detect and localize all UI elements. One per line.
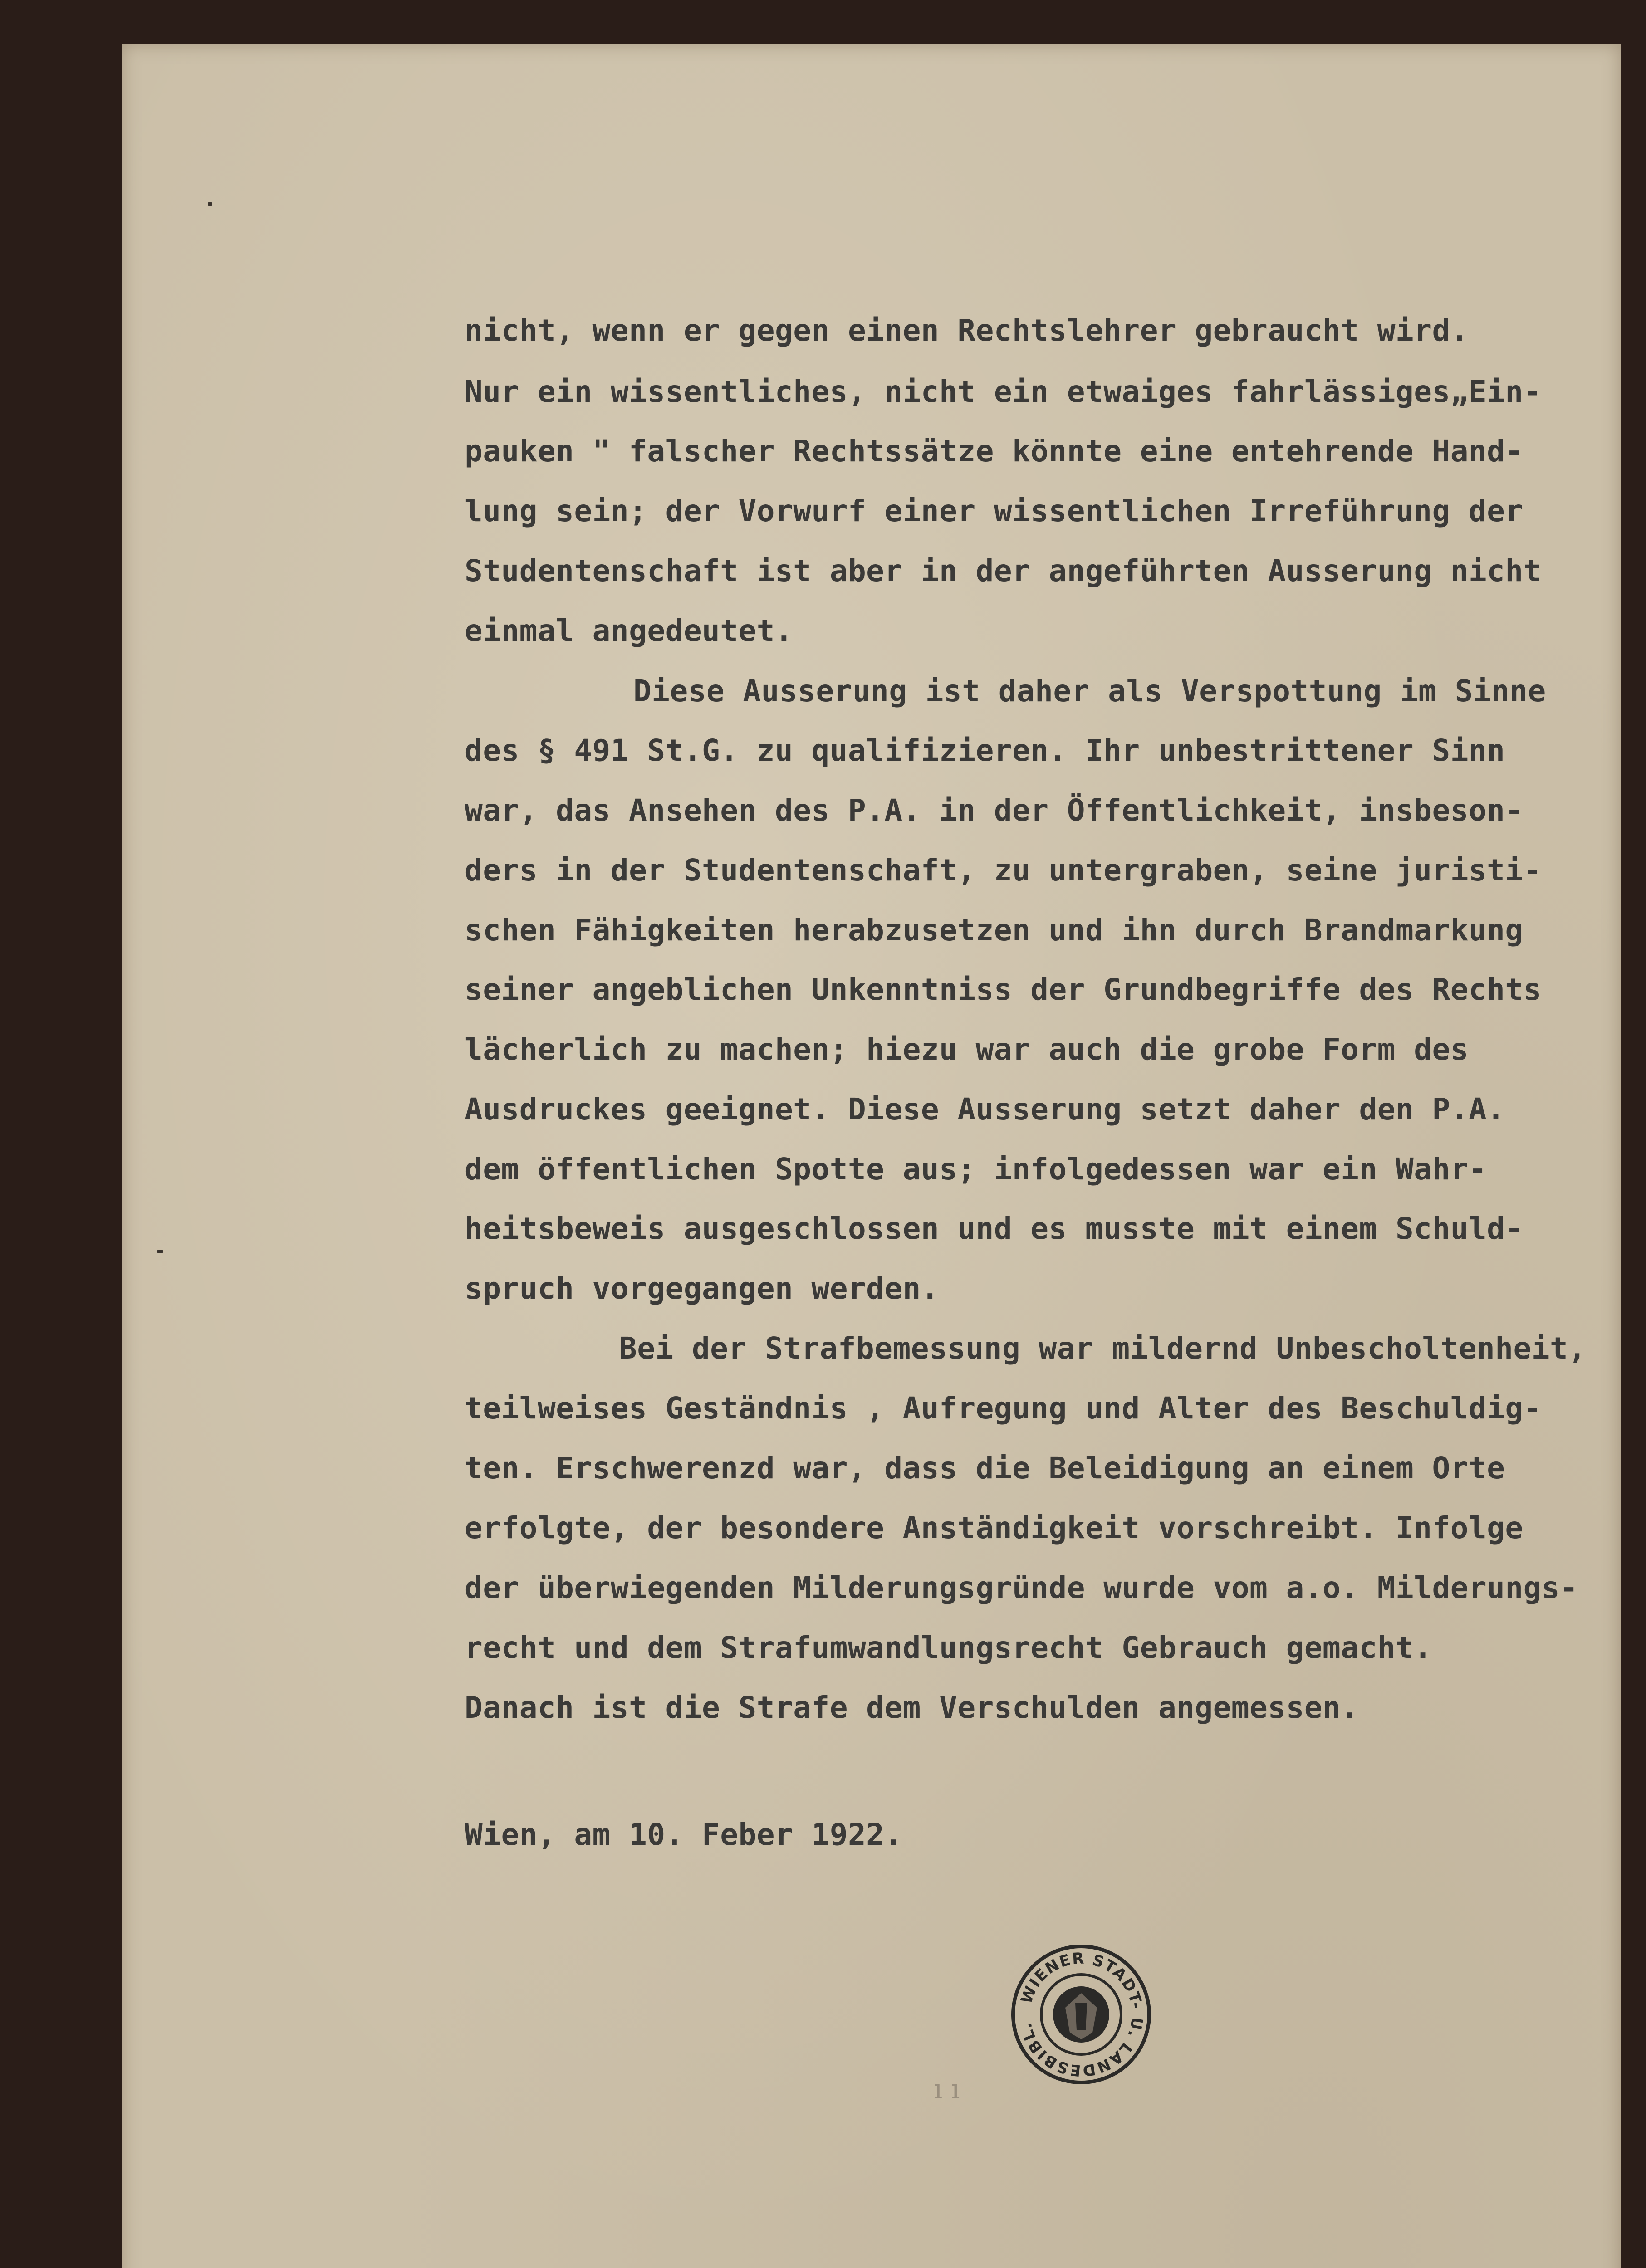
coat-of-arms-icon [1053, 1986, 1109, 2043]
text-line: dem öffentlichen Spotte aus; infolgedessen war ein Wahr- [465, 1152, 1487, 1187]
text-line: war, das Ansehen des P.A. in der Öffentlichkeit, insbeson- [465, 793, 1524, 828]
text-line: erfolgte, der besondere Anständigkeit vorschreibt. Infolge [465, 1510, 1524, 1545]
text-line: seiner angeblichen Unkenntniss der Grundbegriffe des Rechts [465, 972, 1542, 1007]
text-line: einmal angedeutet. [465, 613, 794, 648]
faint-pencil-mark: ı ı [934, 2073, 960, 2105]
text-line: pauken " falscher Rechtssätze könnte eine entehrende Hand- [465, 434, 1524, 469]
text-line: Nur ein wissentliches, nicht ein etwaiges fahrlässiges„Ein- [465, 374, 1542, 409]
text-line: teilweises Geständnis , Aufregung und Alter des Beschuldig- [465, 1391, 1542, 1426]
text-line: spruch vorgegangen werden. [465, 1271, 940, 1306]
text-line: nicht, wenn er gegen einen Rechtslehrer gebraucht wird. [465, 313, 1469, 348]
stamp-text: WIENER STADT- U. LANDESBIBL. [1017, 1949, 1146, 2080]
text-line: der überwiegenden Milderungsgründe wurde vom a.o. Milderungs- [465, 1570, 1578, 1605]
text-line: Studentenschaft ist aber in der angeführten Ausserung nicht [465, 553, 1542, 588]
paper-sheet [122, 44, 1621, 2268]
punch-mark-left [157, 1250, 163, 1253]
text-line: Diese Ausserung ist daher als Verspottung im Sinne [633, 674, 1546, 709]
text-line: schen Fähigkeiten herabzusetzen und ihn durch Brandmarkung [465, 913, 1524, 948]
text-line: ders in der Studentenschaft, zu untergraben, seine juristi- [465, 853, 1542, 888]
text-line: ten. Erschwerenzd war, dass die Beleidigung an einem Orte [465, 1451, 1505, 1486]
punch-mark-top [208, 202, 212, 206]
date-line: Wien, am 10. Feber 1922. [465, 1817, 903, 1852]
text-line: des § 491 St.G. zu qualifizieren. Ihr unbestrittener Sinn [465, 733, 1505, 768]
text-line: lächerlich zu machen; hiezu war auch die grobe Form des [465, 1032, 1469, 1067]
text-line: Bei der Strafbemessung war mildernd Unbescholtenheit, [619, 1331, 1587, 1366]
text-line: Ausdruckes geeignet. Diese Ausserung setzt daher den P.A. [465, 1092, 1505, 1127]
library-stamp [1006, 1940, 1156, 2089]
text-line: Danach ist die Strafe dem Verschulden angemessen. [465, 1690, 1359, 1725]
text-line: lung sein; der Vorwurf einer wissentlichen Irreführung der [465, 494, 1524, 528]
text-line: heitsbeweis ausgeschlossen und es musste mit einem Schuld- [465, 1211, 1524, 1246]
text-line: recht und dem Strafumwandlungsrecht Gebrauch gemacht. [465, 1630, 1432, 1665]
